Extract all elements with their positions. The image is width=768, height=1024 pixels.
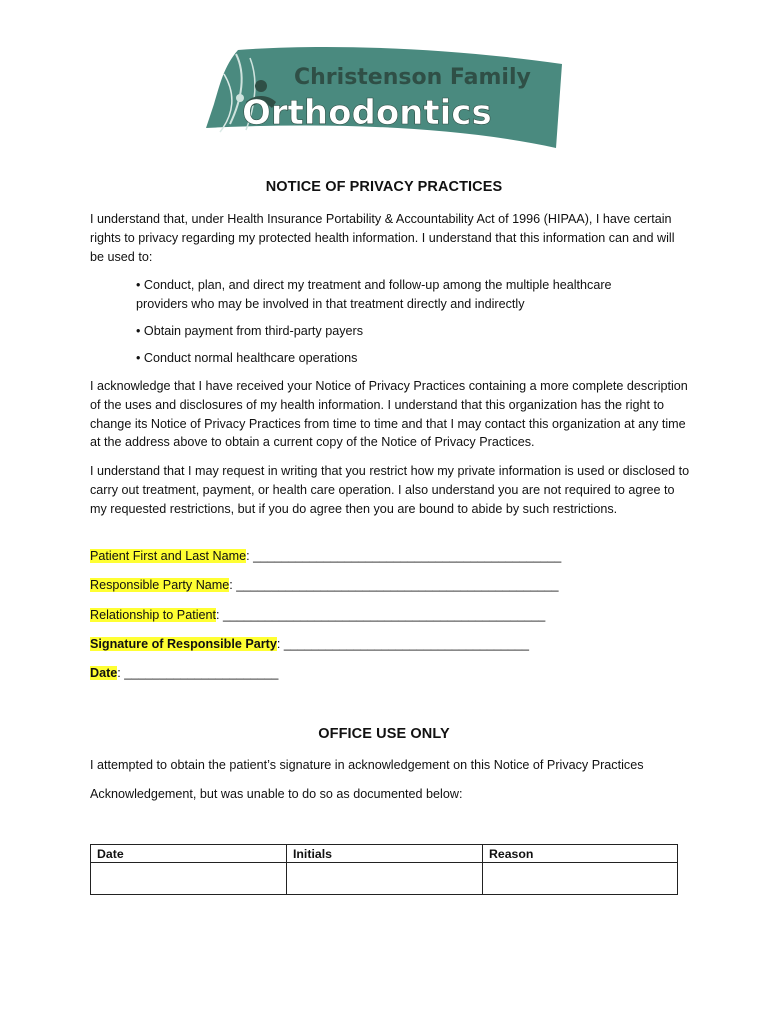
office-use-table <box>90 844 678 895</box>
table-header-row <box>91 845 678 863</box>
table-row <box>91 863 678 895</box>
office-line-1: I attempted to obtain the patient’s signature in acknowledgement on this Notice of Privacy Practices <box>90 758 644 772</box>
acknowledge-paragraph: I acknowledge that I have received your Notice of Privacy Practices containing a more complete description of the uses and disclosures of my health information. I understand that this organization has the right to change its Notice of Privacy Practices from time to time and that I may contact this organization at any time at the address above to obtain a current copy of the Notice of Privacy Practices. <box>90 379 688 450</box>
col-initials: Initials <box>287 845 483 863</box>
intro-paragraph: I understand that, under Health Insurance Portability & Accountability Act of 1996 (HIPAA), I have certain rights to privacy regarding my protected health information. I understand that this information can and will be used to: <box>90 212 675 264</box>
col-reason: Reason <box>483 845 678 863</box>
office-use-title: OFFICE USE ONLY <box>318 726 450 742</box>
date-field[interactable] <box>90 664 278 682</box>
col-date: Date <box>91 845 287 863</box>
responsible-party-label: Responsible Party Name <box>90 578 230 592</box>
date-blank[interactable]: : ______________________ <box>117 666 279 680</box>
bullet-operations: • Conduct normal healthcare operations <box>136 351 358 365</box>
relationship-blank[interactable]: : ______________________________________________ <box>216 608 546 622</box>
relationship-label: Relationship to Patient <box>90 608 217 622</box>
patient-name-field[interactable] <box>90 547 561 565</box>
bullet-payment: • Obtain payment from third-party payers <box>136 324 363 338</box>
patient-name-label: Patient First and Last Name <box>90 549 247 563</box>
responsible-party-field[interactable] <box>90 576 558 594</box>
responsible-party-blank[interactable]: : ______________________________________________ <box>229 578 559 592</box>
office-line-2: Acknowledgement, but was unable to do so as documented below: <box>90 787 463 801</box>
signature-blank[interactable]: : ___________________________________ <box>276 637 529 651</box>
cell-date[interactable] <box>91 863 287 895</box>
date-label: Date <box>90 666 118 680</box>
signature-label: Signature of Responsible Party <box>90 637 277 651</box>
logo-line2: Orthodontics <box>242 93 492 133</box>
notice-title: NOTICE OF PRIVACY PRACTICES <box>265 179 503 195</box>
cell-reason[interactable] <box>483 863 678 895</box>
signature-field[interactable] <box>90 635 529 653</box>
cell-initials[interactable] <box>287 863 483 895</box>
logo-line1: Christenson Family <box>294 65 531 90</box>
restrict-paragraph: I understand that I may request in writing that you restrict how my private information is used or disclosed to carry out treatment, payment, or health care operation. I also understand you are not required to agree to my requested restrictions, but if you do agree then you are bound to abide by such restrictions. <box>90 464 690 516</box>
relationship-field[interactable] <box>90 606 545 624</box>
bullet-treatment: • Conduct, plan, and direct my treatment and follow-up among the multiple healthcare providers who may be involved in that treatment directly and indirectly <box>136 278 612 311</box>
practice-logo <box>206 44 562 150</box>
patient-name-blank[interactable]: : ____________________________________________ <box>246 549 562 563</box>
